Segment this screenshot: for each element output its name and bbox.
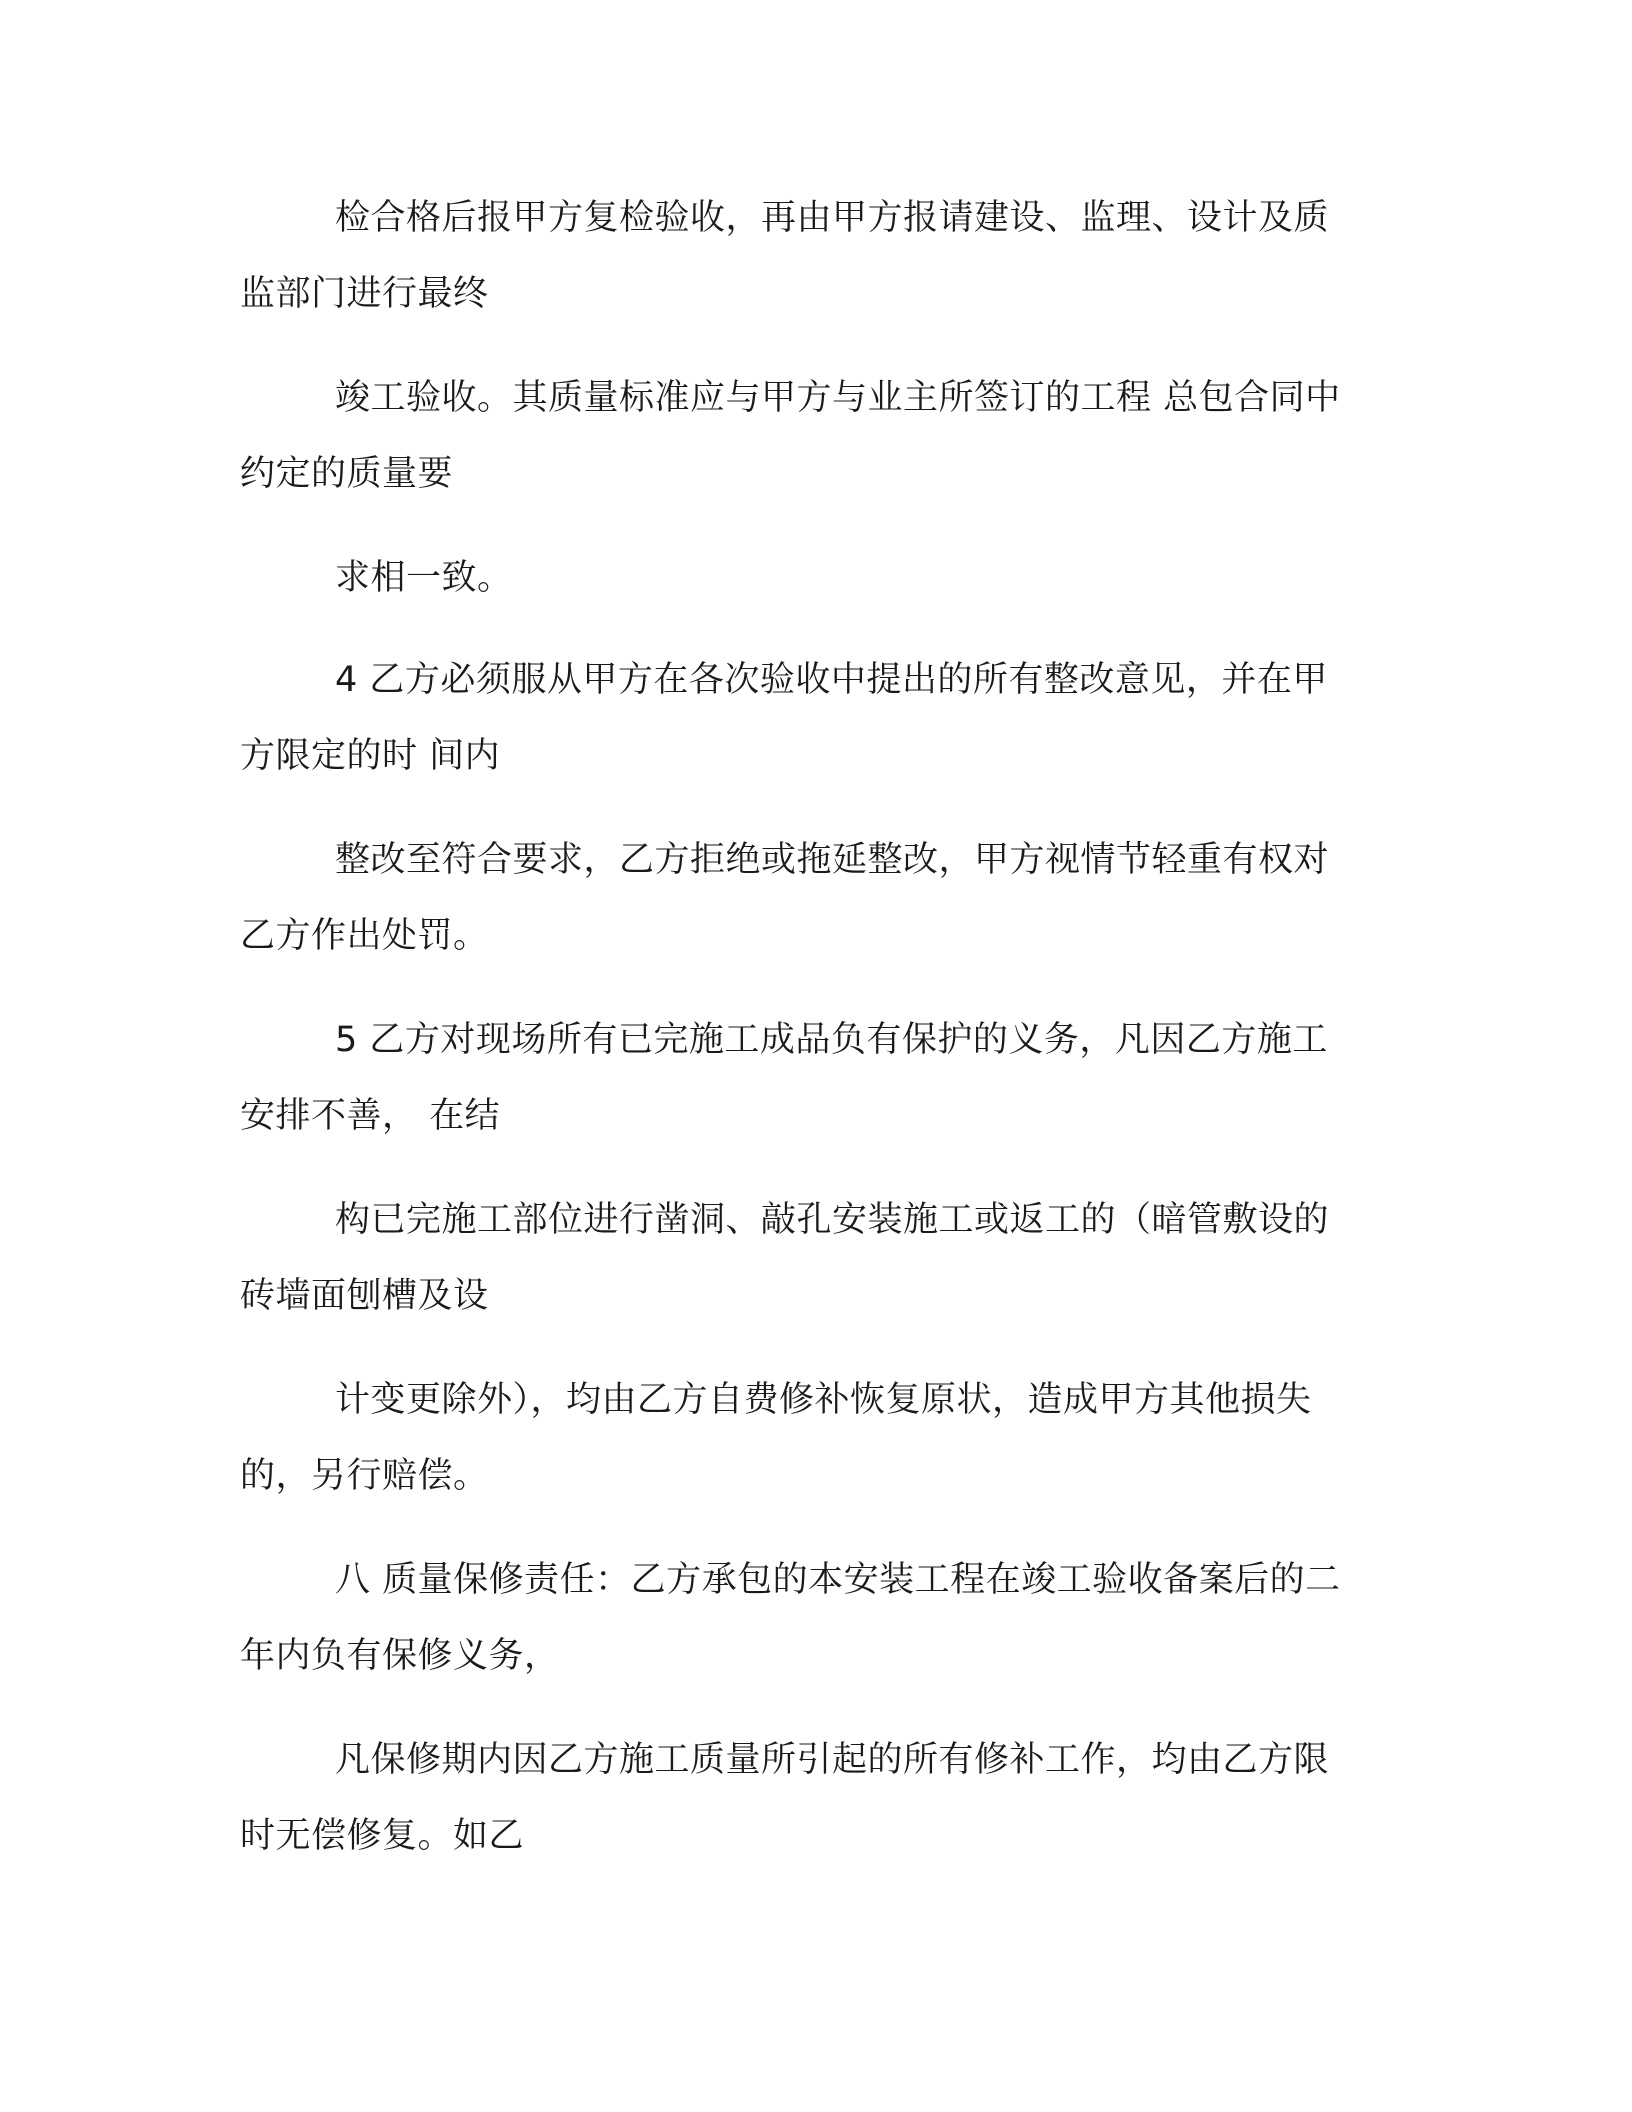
paragraph-line: 凡保修期内因乙方施工质量所引起的所有修补工作，均由乙方限 [335,1740,1330,1780]
paragraph-line: 计变更除外），均由乙方自费修补恢复原状，造成甲方其他损失 [335,1380,1312,1420]
paragraph-line: 4 乙方必须服从甲方在各次验收中提出的所有整改意见，并在甲 [335,660,1328,700]
paragraph [240,642,1410,794]
paragraph [240,822,1410,974]
paragraph-line: 的，另行赔偿。 [240,1456,489,1496]
paragraph-line: 时无偿修复。如乙 [240,1816,525,1856]
paragraph [240,180,1410,332]
paragraph-line: 整改至符合要求，乙方拒绝或拖延整改，甲方视情节轻重有权对 [335,840,1330,880]
paragraph [240,1362,1410,1514]
paragraph-line: 求相一致。 [335,558,513,598]
paragraph-line: 方限定的时 间内 [240,736,501,776]
paragraph [240,1722,1410,1874]
paragraph-line: 砖墙面刨槽及设 [240,1276,489,1316]
paragraph [240,540,1410,616]
paragraph-line: 约定的质量要 [240,454,454,494]
paragraph-line: 竣工验收。其质量标准应与甲方与业主所签订的工程 总包合同中 [335,378,1341,418]
paragraph-line: 构已完施工部位进行凿洞、敲孔安装施工或返工的（暗管敷设的 [335,1200,1330,1240]
paragraph-line: 八 质量保修责任：乙方承包的本安装工程在竣工验收备案后的二 [335,1560,1341,1600]
paragraph-line: 检合格后报甲方复检验收，再由甲方报请建设、监理、设计及质 [335,198,1330,238]
paragraph [240,360,1410,512]
paragraph [240,1002,1410,1154]
paragraph-line: 5 乙方对现场所有已完施工成品负有保护的义务，凡因乙方施工 [335,1020,1328,1060]
paragraph-line: 安排不善， 在结 [240,1096,501,1136]
paragraph-line: 年内负有保修义务， [240,1636,560,1676]
paragraph [240,1542,1410,1694]
paragraph-line: 乙方作出处罚。 [240,916,489,956]
paragraph [240,1182,1410,1334]
paragraph-line: 监部门进行最终 [240,274,489,314]
